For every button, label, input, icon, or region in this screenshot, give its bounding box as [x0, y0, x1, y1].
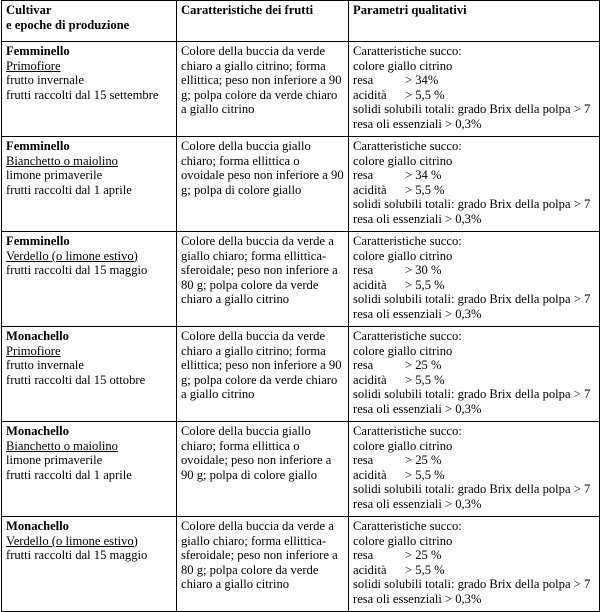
param-acidita [353, 278, 596, 293]
param-brix: solidi solubili totali: grado Brix della polpa > 7 [353, 292, 591, 307]
cultivar-cell [2, 422, 177, 517]
cultivar-name: Monachello [6, 424, 69, 438]
table-row [2, 232, 600, 327]
epoca-info: frutti raccolti dal 15 maggio [6, 548, 148, 563]
param-oli: resa oli essenziali > 0,3% [353, 306, 482, 321]
cultivar-name: Monachello [6, 329, 69, 343]
acidita-value: > 5,5 % [405, 182, 445, 197]
acidita-value: > 5,5 % [405, 372, 445, 387]
table-row [2, 422, 600, 517]
caratteristiche-cell: Colore della buccia da verde chiaro a giallo citrino; forma ellittica; peso non inferiore a 90 g; polpa colore da verde chiaro a giallo citrino [177, 42, 349, 137]
param-brix: solidi solubili totali: grado Brix della polpa > 7 [353, 387, 591, 402]
caratteristiche-cell: Colore della buccia da verde a giallo chiaro; forma ellittica-sferoidale; peso non inferiore a 80 g; polpa colore da verde chiaro a giallo citrino [177, 232, 349, 327]
epoca-info: frutti raccolti dal 1 aprile [6, 182, 132, 197]
param-resa [353, 358, 596, 373]
param-brix: solidi solubili totali: grado Brix della polpa > 7 [353, 577, 591, 592]
param-acidita [353, 183, 596, 198]
resa-value: > 34 % [405, 168, 442, 183]
param-colore: colore giallo citrino [353, 533, 453, 548]
param-acidita [353, 468, 596, 483]
acidita-value: > 5,5 % [405, 467, 445, 482]
acidita-label: acidità [353, 87, 387, 102]
cultivar-cell [2, 517, 177, 612]
caratteristiche-cell: Colore della buccia giallo chiaro; forma ellittica o ovoidale; peso non inferiore a 90 g; polpa di colore giallo [177, 422, 349, 517]
epoca-info: limone primaverile [6, 168, 103, 183]
epoca-name: Verdello (o limone estivo) [6, 248, 138, 263]
resa-value: > 25 % [405, 358, 442, 373]
cultivar-name: Femminello [6, 139, 70, 153]
epoca-info: frutti raccolti dal 15 settembre [6, 87, 159, 102]
header-parametri: Parametri qualitativi [349, 1, 600, 42]
epoca-name: Bianchetto o maiolino [6, 153, 118, 168]
acidita-value: > 5,5 % [405, 87, 445, 102]
header-cultivar [2, 1, 177, 42]
cultivar-cell [2, 137, 177, 232]
param-brix: solidi solubili totali: grado Brix della polpa > 7 [353, 482, 591, 497]
table-row [2, 327, 600, 422]
epoca-name: Bianchetto o maiolino [6, 438, 118, 453]
epoca-name: Primofiore [6, 343, 61, 358]
caratteristiche-cell: Colore della buccia giallo chiaro; forma ellittica o ovoidale peso non inferiore a 90 g; polpa di colore giallo [177, 137, 349, 232]
cultivar-cell [2, 232, 177, 327]
table-row [2, 42, 600, 137]
epoca-info: frutto invernale [6, 358, 84, 373]
cultivar-name: Monachello [6, 519, 69, 533]
param-acidita [353, 373, 596, 388]
resa-value: > 25 % [405, 548, 442, 563]
param-acidita [353, 563, 596, 578]
param-oli: resa oli essenziali > 0,3% [353, 211, 482, 226]
param-resa [353, 168, 596, 183]
cultivar-cell [2, 327, 177, 422]
parametri-cell [349, 422, 600, 517]
header-row [2, 1, 600, 42]
caratteristiche-cell: Colore della buccia da verde a giallo chiaro; forma ellittica-sferoidale; peso non inferiore a 80 g; polpa colore da verde chiaro a giallo citrino [177, 517, 349, 612]
header-cultivar-line2: e epoche di produzione [6, 17, 130, 32]
acidita-label: acidità [353, 562, 387, 577]
param-oli: resa oli essenziali > 0,3% [353, 591, 482, 606]
epoca-info: frutti raccolti dal 15 ottobre [6, 372, 146, 387]
param-resa [353, 548, 596, 563]
acidita-value: > 5,5 % [405, 562, 445, 577]
resa-label: resa [353, 358, 374, 373]
acidita-label: acidità [353, 182, 387, 197]
param-title: Caratteristiche succo: [353, 44, 462, 58]
resa-label: resa [353, 548, 374, 563]
param-oli: resa oli essenziali > 0,3% [353, 496, 482, 511]
parametri-cell [349, 327, 600, 422]
caratteristiche-cell: Colore della buccia da verde chiaro a giallo citrino; forma ellittica; peso non inferiore a 90 g; polpa colore da verde chiaro a giallo citrino [177, 327, 349, 422]
header-caratteristiche: Caratteristiche dei frutti [177, 1, 349, 42]
header-cultivar-line1: Cultivar [6, 3, 52, 17]
param-title: Caratteristiche succo: [353, 519, 462, 533]
param-colore: colore giallo citrino [353, 248, 453, 263]
acidita-label: acidità [353, 277, 387, 292]
cultivar-name: Femminello [6, 234, 70, 248]
param-oli: resa oli essenziali > 0,3% [353, 116, 482, 131]
param-title: Caratteristiche succo: [353, 234, 462, 248]
cultivar-name: Femminello [6, 44, 70, 58]
param-colore: colore giallo citrino [353, 153, 453, 168]
parametri-cell [349, 517, 600, 612]
table-row [2, 517, 600, 612]
resa-label: resa [353, 263, 374, 278]
epoca-name: Primofiore [6, 58, 61, 73]
epoca-info: frutto invernale [6, 73, 84, 88]
resa-value: > 30 % [405, 263, 442, 278]
param-colore: colore giallo citrino [353, 438, 453, 453]
param-brix: solidi solubili totali: grado Brix della polpa > 7 [353, 102, 591, 117]
epoca-info: limone primaverile [6, 453, 103, 468]
param-brix: solidi solubili totali: grado Brix della polpa > 7 [353, 197, 591, 212]
resa-label: resa [353, 453, 374, 468]
table-row [2, 137, 600, 232]
epoca-name: Verdello (o limone estivo) [6, 533, 138, 548]
resa-label: resa [353, 168, 374, 183]
parametri-cell [349, 137, 600, 232]
param-acidita [353, 88, 596, 103]
param-title: Caratteristiche succo: [353, 329, 462, 343]
cultivar-specification-table [1, 0, 600, 612]
resa-value: > 34% [405, 73, 439, 88]
parametri-cell [349, 42, 600, 137]
param-resa [353, 73, 596, 88]
param-resa [353, 263, 596, 278]
epoca-info: frutti raccolti dal 15 maggio [6, 263, 148, 278]
param-title: Caratteristiche succo: [353, 139, 462, 153]
resa-label: resa [353, 73, 374, 88]
acidita-value: > 5,5 % [405, 277, 445, 292]
acidita-label: acidità [353, 467, 387, 482]
param-colore: colore giallo citrino [353, 343, 453, 358]
param-colore: colore giallo citrino [353, 58, 453, 73]
acidita-label: acidità [353, 372, 387, 387]
cultivar-cell [2, 42, 177, 137]
parametri-cell [349, 232, 600, 327]
param-resa [353, 453, 596, 468]
param-title: Caratteristiche succo: [353, 424, 462, 438]
param-oli: resa oli essenziali > 0,3% [353, 401, 482, 416]
epoca-info: frutti raccolti dal 1 aprile [6, 467, 132, 482]
resa-value: > 25 % [405, 453, 442, 468]
